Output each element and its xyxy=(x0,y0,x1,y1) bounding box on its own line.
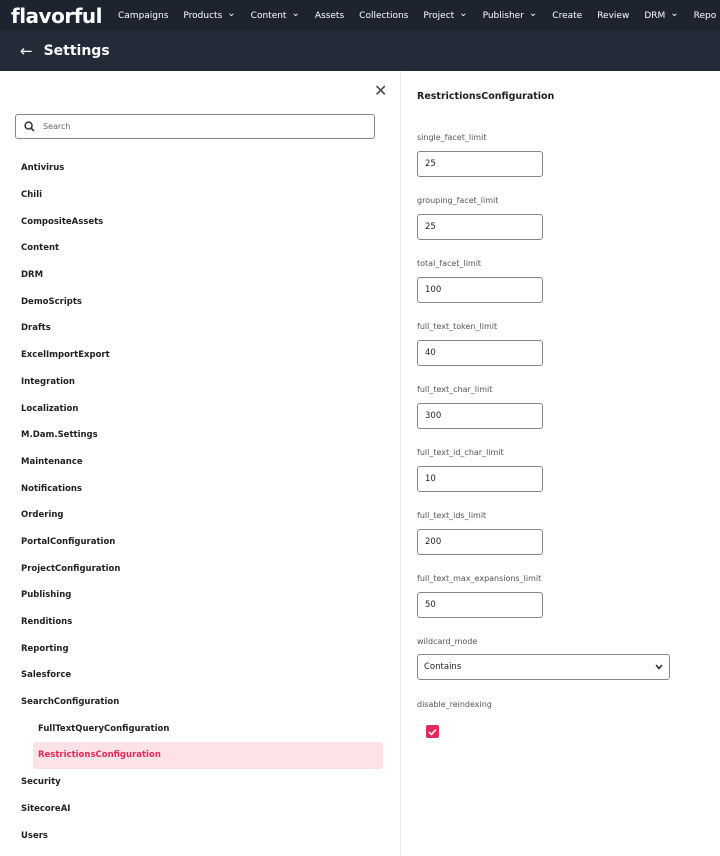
nav-item-label: DRM xyxy=(644,10,666,21)
wildcard-mode-label: wildcard_mode xyxy=(417,637,478,646)
top-navigation xyxy=(0,0,720,31)
grouping-facet-limit-input[interactable] xyxy=(417,214,543,240)
sidebar-item-restrictionsconfiguration[interactable]: RestrictionsConfiguration xyxy=(33,742,383,769)
nav-item-create[interactable] xyxy=(552,11,582,21)
settings-tree xyxy=(0,155,400,849)
chevron-down-icon: ⌄ xyxy=(459,7,468,19)
nav-item-assets[interactable] xyxy=(315,11,344,21)
sidebar-item-publishing[interactable]: Publishing xyxy=(21,590,72,601)
nav-item-label: Repo xyxy=(693,10,717,21)
total-facet-limit-input[interactable] xyxy=(417,277,543,303)
nav-item-repo[interactable] xyxy=(694,11,717,21)
nav-item-label: Publisher xyxy=(482,10,524,21)
chevron-down-icon xyxy=(655,664,663,670)
chevron-down-icon: ⌄ xyxy=(670,7,679,19)
nav-item-content[interactable] xyxy=(250,7,300,21)
nav-item-label: Products xyxy=(183,10,223,21)
page-title: Settings xyxy=(43,43,110,59)
full-text-id-char-limit-label: full_text_id_char_limit xyxy=(417,448,504,457)
sidebar-item-renditions[interactable]: Renditions xyxy=(21,617,73,628)
sidebar-item-searchconfiguration[interactable]: SearchConfiguration xyxy=(21,697,120,708)
sidebar-item-content[interactable]: Content xyxy=(21,243,60,254)
nav-item-label: Collections xyxy=(359,10,409,21)
nav-item-label: Review xyxy=(597,10,630,21)
nav-item-label: Content xyxy=(250,10,287,21)
sidebar-item-security[interactable]: Security xyxy=(21,777,61,788)
full-text-id-char-limit-input[interactable] xyxy=(417,466,543,492)
full-text-ids-limit-input[interactable] xyxy=(417,529,543,555)
grouping-facet-limit-label: grouping_facet_limit xyxy=(417,196,499,205)
sidebar-item-salesforce[interactable]: Salesforce xyxy=(21,670,72,681)
arrow-left-icon[interactable]: ← xyxy=(20,42,33,60)
settings-form xyxy=(402,71,720,856)
wildcard-mode-value: Contains xyxy=(424,662,462,672)
settings-header xyxy=(0,31,720,71)
sidebar-item-notifications[interactable]: Notifications xyxy=(21,483,82,494)
single-facet-limit-input[interactable] xyxy=(417,151,543,177)
sidebar-item-compositeassets[interactable]: CompositeAssets xyxy=(21,216,104,227)
nav-item-label: Project xyxy=(423,10,455,21)
nav-item-publisher[interactable] xyxy=(482,7,538,21)
checkmark-icon xyxy=(428,728,437,736)
sidebar-item-fulltextqueryconfiguration[interactable]: FullTextQueryConfiguration xyxy=(38,723,170,734)
sidebar-item-projectconfiguration[interactable]: ProjectConfiguration xyxy=(21,563,121,574)
full-text-token-limit-label: full_text_token_limit xyxy=(417,322,498,331)
single-facet-limit-label: single_facet_limit xyxy=(417,133,487,142)
nav-item-campaigns[interactable] xyxy=(118,11,168,21)
search-input[interactable] xyxy=(43,122,343,131)
disable-reindexing-checkbox[interactable] xyxy=(426,725,439,738)
sidebar-item-drm[interactable]: DRM xyxy=(21,270,44,281)
chevron-down-icon: ⌄ xyxy=(528,7,538,19)
sidebar-item-drafts[interactable]: Drafts xyxy=(21,323,51,334)
form-title: RestrictionsConfiguration xyxy=(417,91,555,102)
full-text-char-limit-input[interactable] xyxy=(417,403,543,429)
search-box xyxy=(15,114,375,139)
sidebar-item-antivirus[interactable]: Antivirus xyxy=(21,163,65,174)
sidebar-item-reporting[interactable]: Reporting xyxy=(21,643,69,654)
brand-logo[interactable]: flavorful xyxy=(11,3,102,28)
settings-sidebar xyxy=(0,71,401,856)
wildcard-mode-select[interactable] xyxy=(417,654,670,680)
full-text-max-expansions-limit-label: full_text_max_expansions_limit xyxy=(417,574,542,583)
sidebar-item-chili[interactable]: Chili xyxy=(21,190,43,201)
sidebar-item-m-dam-settings[interactable]: M.Dam.Settings xyxy=(21,430,98,441)
full-text-char-limit-label: full_text_char_limit xyxy=(417,385,493,394)
nav-item-label: Assets xyxy=(314,10,345,21)
chevron-down-icon: ⌄ xyxy=(291,7,300,19)
sidebar-item-users[interactable]: Users xyxy=(21,830,48,841)
sidebar-item-demoscripts[interactable]: DemoScripts xyxy=(21,296,82,307)
sidebar-item-maintenance[interactable]: Maintenance xyxy=(21,456,83,467)
nav-item-collections[interactable] xyxy=(359,11,408,21)
full-text-max-expansions-limit-input[interactable] xyxy=(417,592,543,618)
sidebar-item-ordering[interactable]: Ordering xyxy=(21,510,64,521)
sidebar-item-portalconfiguration[interactable]: PortalConfiguration xyxy=(21,536,116,547)
close-icon[interactable]: ✕ xyxy=(374,81,388,100)
nav-item-project[interactable] xyxy=(423,7,468,21)
total-facet-limit-label: total_facet_limit xyxy=(417,259,482,268)
nav-item-label: Create xyxy=(552,10,583,21)
nav-item-products[interactable] xyxy=(183,7,236,21)
disable-reindexing-label: disable_reindexing xyxy=(417,700,492,709)
sidebar-item-sitecoreai[interactable]: SitecoreAI xyxy=(21,803,71,814)
nav-item-review[interactable] xyxy=(597,11,629,21)
sidebar-item-excelimportexport[interactable]: ExcelImportExport xyxy=(21,350,110,361)
sidebar-item-localization[interactable]: Localization xyxy=(21,403,79,414)
sidebar-item-integration[interactable]: Integration xyxy=(21,376,75,387)
chevron-down-icon: ⌄ xyxy=(227,7,236,19)
search-icon xyxy=(24,121,35,132)
nav-item-drm[interactable] xyxy=(644,7,679,21)
nav-item-label: Campaigns xyxy=(118,10,169,21)
full-text-token-limit-input[interactable] xyxy=(417,340,543,366)
full-text-ids-limit-label: full_text_ids_limit xyxy=(417,511,487,520)
